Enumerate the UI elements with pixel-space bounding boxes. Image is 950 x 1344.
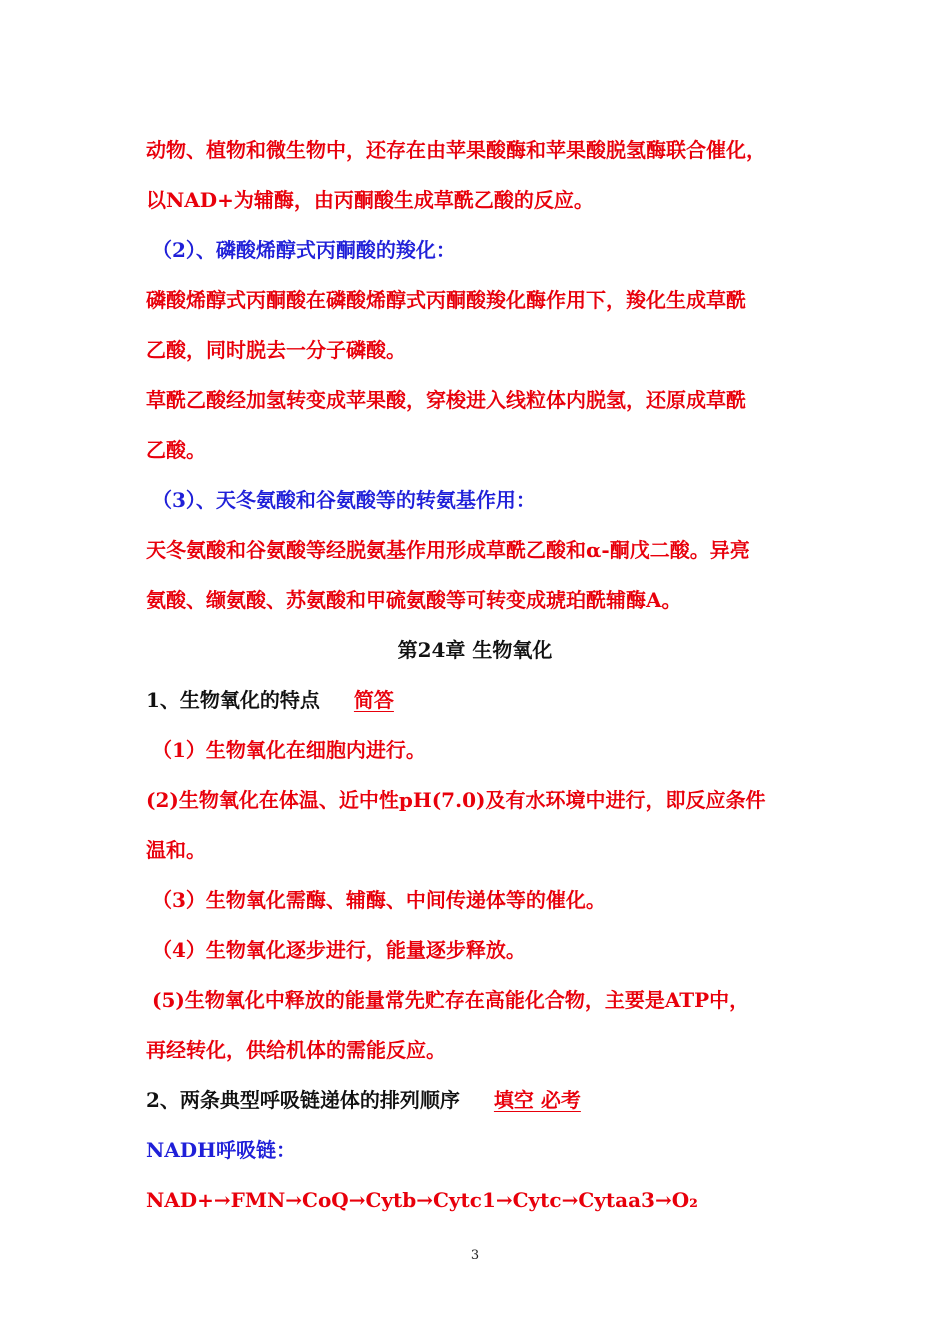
section-2-tag: 填空 必考 [493,1088,581,1112]
section-2-heading-text: 2、两条典型呼吸链递体的排列顺序 [146,1088,460,1112]
chapter-title: 第24章 生物氧化 [397,638,553,662]
text-line: 磷酸烯醇式丙酮酸在磷酸烯醇式丙酮酸羧化酶作用下，羧化生成草酰 [146,288,746,312]
list-item: (5)生物氧化中释放的能量常先贮存在高能化合物，主要是ATP中， [152,988,750,1012]
subheading-2: （2）、磷酸烯醇式丙酮酸的羧化： [152,238,456,262]
list-item: 再经转化，供给机体的需能反应。 [146,1038,446,1062]
list-item: （3）生物氧化需酶、辅酶、中间传递体等的催化。 [152,888,606,912]
text-line: 草酰乙酸经加氢转变成苹果酸，穿梭进入线粒体内脱氢，还原成草酰 [146,388,746,412]
list-item: （4）生物氧化逐步进行，能量逐步释放。 [152,938,526,962]
page-number: 3 [470,1248,480,1263]
text-line: 天冬氨酸和谷氨酸等经脱氨基作用形成草酰乙酸和α-酮戊二酸。异亮 [146,538,750,562]
text-line: 氨酸、缬氨酸、苏氨酸和甲硫氨酸等可转变成琥珀酰辅酶A。 [146,588,682,612]
list-item: （1）生物氧化在细胞内进行。 [152,738,426,762]
text-line: 乙酸。 [146,438,206,462]
section-1-tag: 简答 [353,688,394,712]
section-1-heading [146,686,394,714]
nadh-label: NADH呼吸链： [146,1138,297,1162]
section-1-heading-text: 1、生物氧化的特点 [146,688,320,712]
text-line: 乙酸，同时脱去一分子磷酸。 [146,338,406,362]
list-item: (2)生物氧化在体温、近中性pH(7.0)及有水环境中进行，即反应条件 [146,788,766,812]
text-line: 动物、植物和微生物中，还存在由苹果酸酶和苹果酸脱氢酶联合催化， [146,138,766,162]
nadh-chain: NAD+→FMN→CoQ→Cytb→Cytc1→Cytc→Cytaa3→O₂ [146,1188,698,1212]
text-line: 以NAD+为辅酶，由丙酮酸生成草酰乙酸的反应。 [146,188,594,212]
subheading-3: （3）、天冬氨酸和谷氨酸等的转氨基作用： [152,488,536,512]
list-item: 温和。 [146,838,206,862]
section-2-heading [146,1086,581,1114]
